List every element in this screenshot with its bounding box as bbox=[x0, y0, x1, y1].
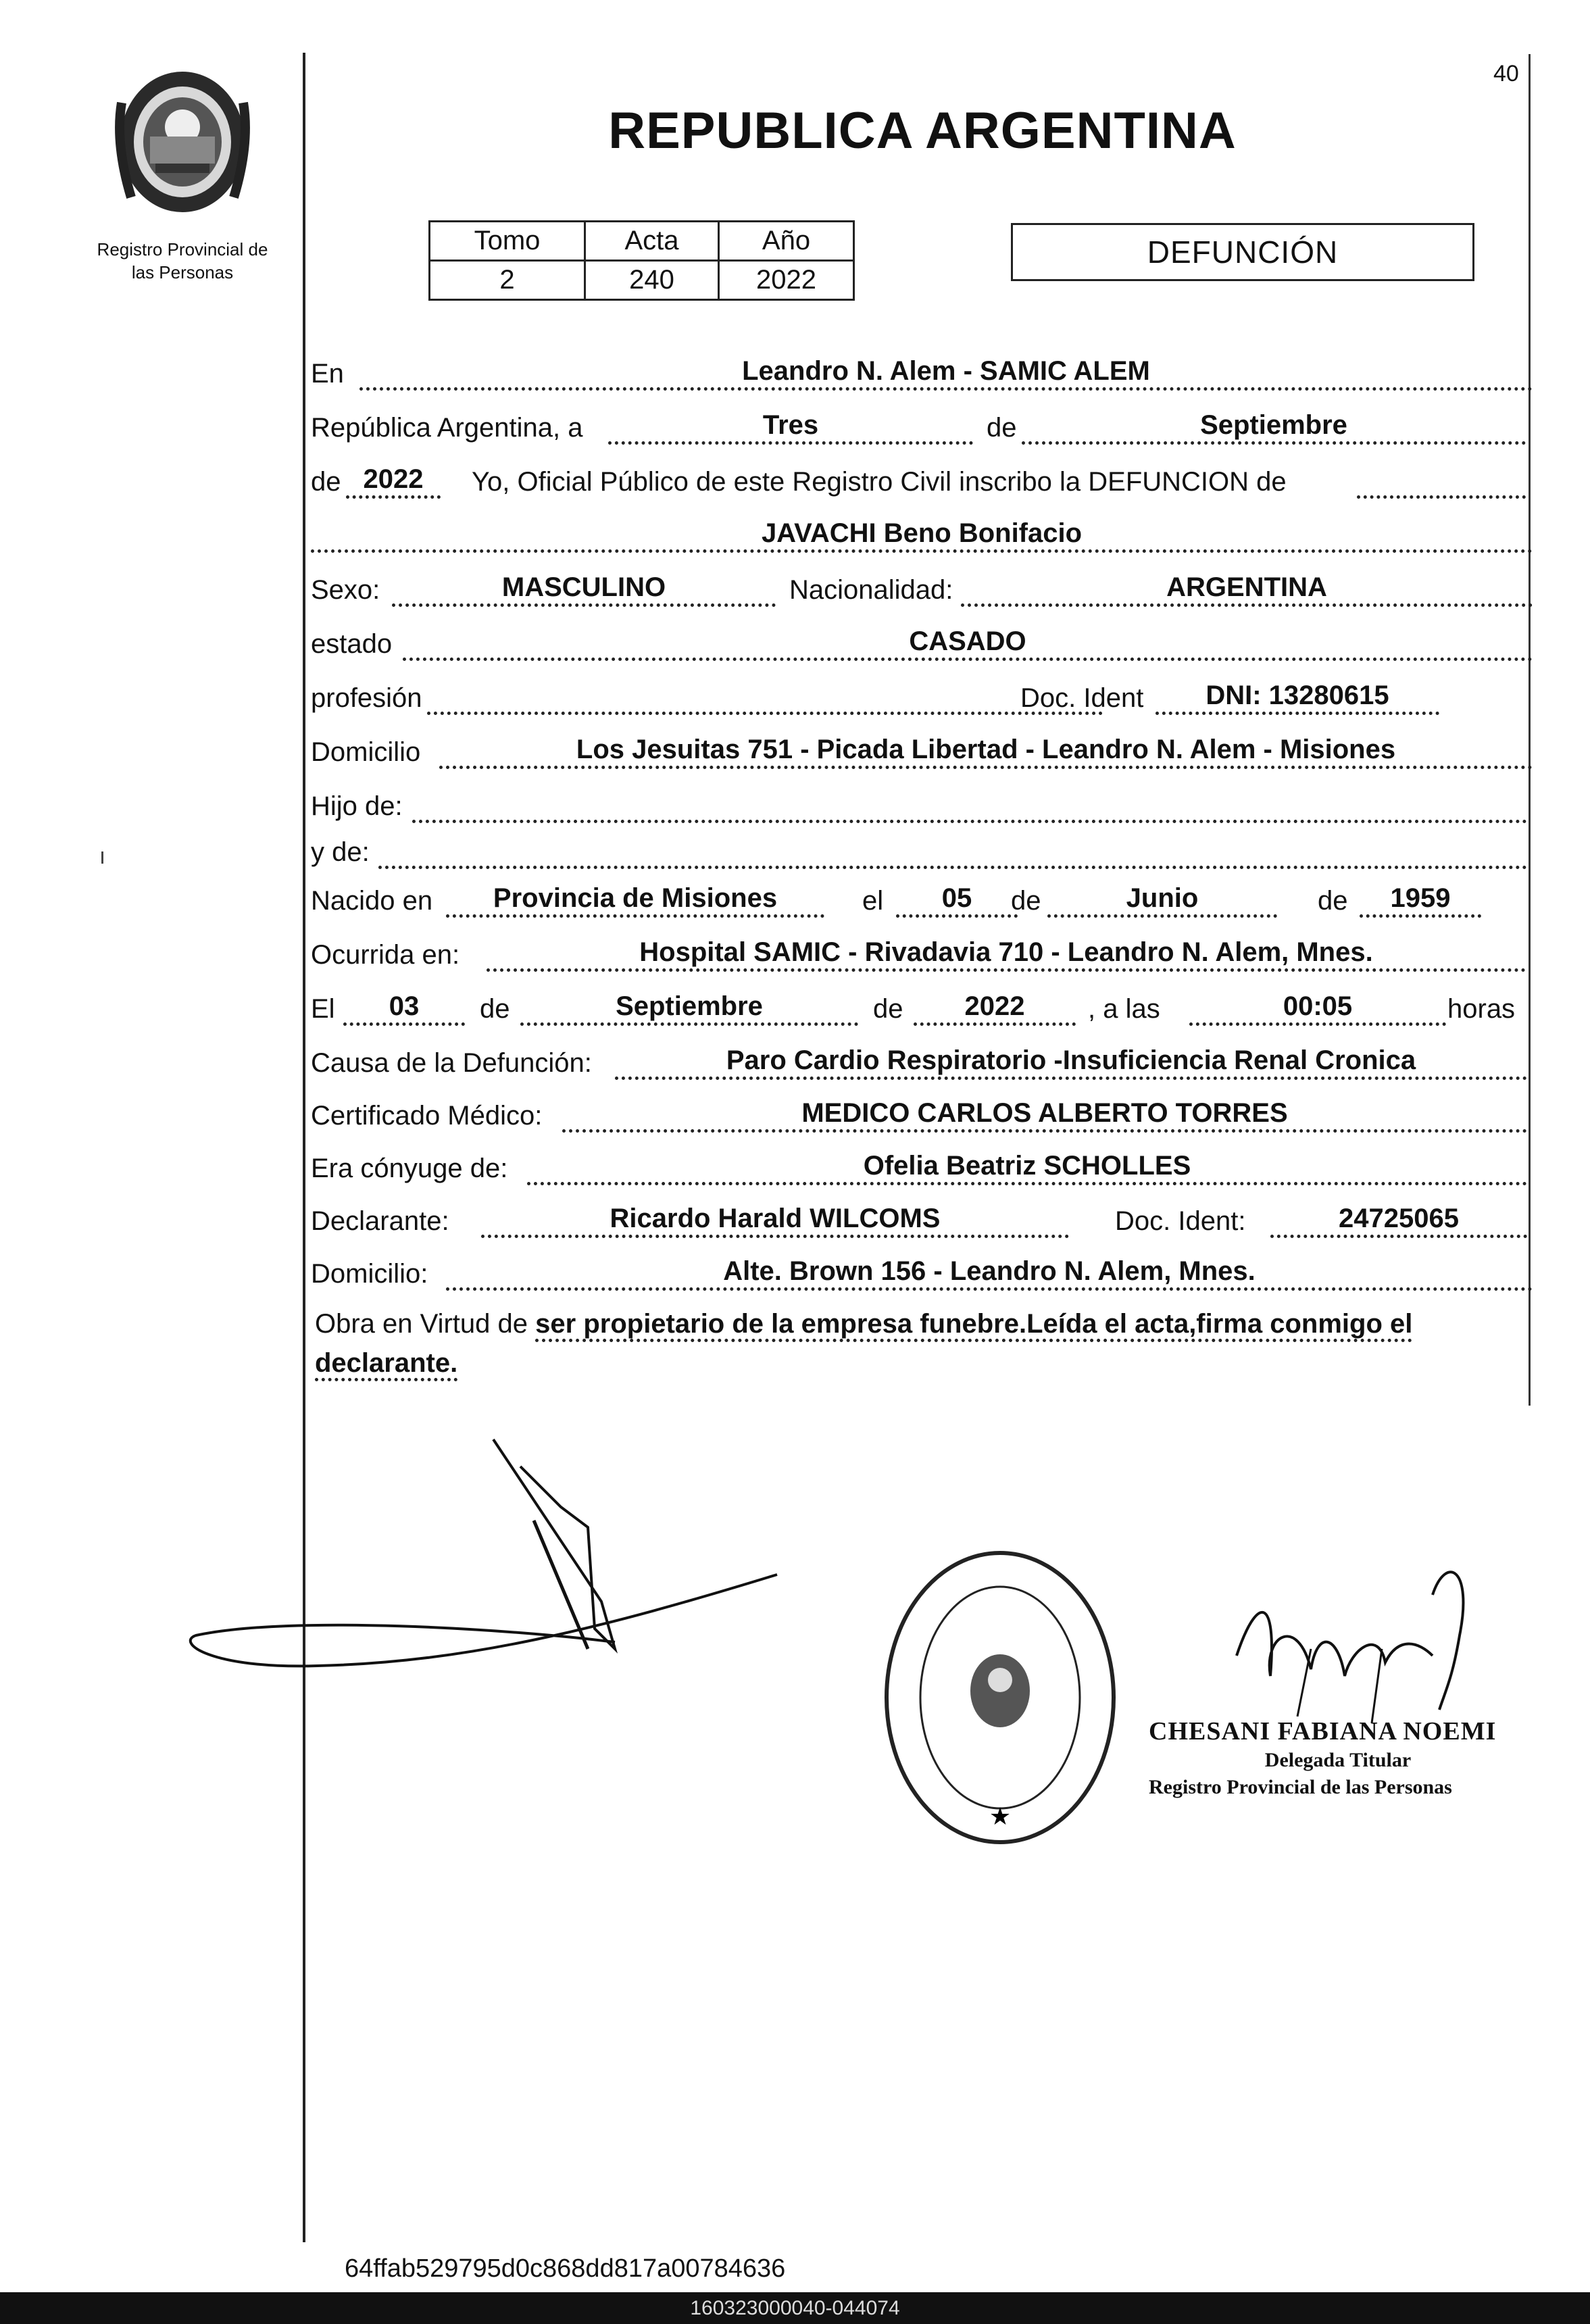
place-value: Leandro N. Alem - SAMIC ALEM bbox=[742, 356, 1150, 386]
inscription-row: de 2022 Yo, Oficial Público de este Registro Civil inscribo la DEFUNCION de bbox=[311, 460, 1533, 503]
acta-header: Acta bbox=[585, 222, 719, 261]
death-day: 03 bbox=[389, 991, 420, 1021]
occurred-row: Ocurrida en: Hospital SAMIC - Rivadavia 710 - Leandro N. Alem, Mnes. bbox=[311, 933, 1533, 976]
document-type-box: DEFUNCIÓN bbox=[1011, 223, 1474, 281]
address-value: Los Jesuitas 751 - Picada Libertad - Leandro N. Alem - Misiones bbox=[576, 735, 1396, 764]
date-row: República Argentina, a Tres de Septiembre bbox=[311, 405, 1533, 449]
official-name: CHESANI FABIANA NOEMI bbox=[1149, 1717, 1497, 1746]
doc-ident-value: DNI: 13280615 bbox=[1206, 681, 1389, 710]
anio-value: 2022 bbox=[719, 261, 854, 300]
official-role: Delegada Titular bbox=[1264, 1749, 1412, 1771]
declarant-signature bbox=[182, 1426, 791, 1737]
declarant-address-value: Alte. Brown 156 - Leandro N. Alem, Mnes. bbox=[723, 1256, 1256, 1286]
birth-year: 1959 bbox=[1390, 883, 1451, 913]
svg-text:★: ★ bbox=[989, 1803, 1012, 1831]
birth-month: Junio bbox=[1126, 883, 1199, 913]
son-of-row: Hijo de: bbox=[311, 784, 1533, 827]
year-value: 2022 bbox=[363, 464, 424, 494]
and-of-row: y de: bbox=[311, 830, 1533, 873]
certificate-row: Certificado Médico: MEDICO CARLOS ALBERTO TORRES bbox=[311, 1093, 1533, 1137]
death-month: Septiembre bbox=[616, 991, 763, 1021]
nationality-value: ARGENTINA bbox=[1166, 572, 1327, 602]
day-words: Tres bbox=[762, 410, 819, 440]
month-value: Septiembre bbox=[1200, 410, 1347, 440]
official-signature bbox=[1216, 1554, 1500, 1730]
registry-caption: Registro Provincial de las Personas bbox=[97, 239, 268, 282]
birth-row: Nacido en Provincia de Misiones el 05 de Junio de 1959 bbox=[311, 879, 1533, 922]
document-hash: 64ffab529795d0c868dd817a00784636 bbox=[345, 2254, 786, 2283]
footer-code: 160323000040-044074 bbox=[0, 2292, 1590, 2324]
declarant-address-row: Domicilio: Alte. Brown 156 - Leandro N. Alem, Mnes. bbox=[311, 1252, 1533, 1295]
tomo-header: Tomo bbox=[430, 222, 585, 261]
margin-mark bbox=[101, 851, 103, 864]
left-margin-line bbox=[303, 53, 305, 2242]
province-logo bbox=[108, 62, 257, 224]
civil-status-row: estado CASADO bbox=[311, 622, 1533, 665]
death-year: 2022 bbox=[964, 991, 1025, 1021]
place-row: En Leandro N. Alem - SAMIC ALEM bbox=[311, 351, 1533, 395]
occurred-place: Hospital SAMIC - Rivadavia 710 - Leandro N. Alem, Mnes. bbox=[639, 937, 1373, 967]
death-time: 00:05 bbox=[1283, 991, 1353, 1021]
birthplace-value: Provincia de Misiones bbox=[493, 883, 778, 913]
acting-text: ser propietario de la empresa funebre.Leída el acta,firma conmigo el declarante. bbox=[315, 1309, 1412, 1381]
cause-row: Causa de la Defunción: Paro Cardio Respiratorio -Insuficiencia Renal Cronica bbox=[311, 1041, 1533, 1084]
registry-table bbox=[428, 220, 855, 301]
address-row: Domicilio Los Jesuitas 751 - Picada Libertad - Leandro N. Alem - Misiones bbox=[311, 730, 1533, 773]
official-block bbox=[1149, 1716, 1527, 1799]
spouse-row: Era cónyuge de: Ofelia Beatriz SCHOLLES bbox=[311, 1146, 1533, 1189]
official-organization: Registro Provincial de las Personas bbox=[1149, 1776, 1452, 1798]
anio-header: Año bbox=[719, 222, 854, 261]
cause-value: Paro Cardio Respiratorio -Insuficiencia Renal Cronica bbox=[726, 1045, 1416, 1075]
sex-value: MASCULINO bbox=[501, 572, 666, 602]
death-date-row: El 03 de Septiembre de 2022 , a las 00:05 horas bbox=[311, 987, 1533, 1030]
certificate-value: MEDICO CARLOS ALBERTO TORRES bbox=[801, 1098, 1288, 1128]
deceased-row bbox=[311, 514, 1533, 557]
birth-day: 05 bbox=[941, 883, 972, 913]
civil-status-value: CASADO bbox=[909, 626, 1026, 656]
declarant-doc-value: 24725065 bbox=[1339, 1204, 1459, 1233]
country-title: REPUBLICA ARGENTINA bbox=[608, 102, 1237, 159]
sex-nationality-row: Sexo: MASCULINO Nacionalidad: ARGENTINA bbox=[311, 568, 1533, 611]
acting-paragraph: Obra en Virtud de ser propietario de la empresa funebre.Leída el acta,firma conmigo el declarante. bbox=[315, 1304, 1535, 1383]
registry-stamp bbox=[878, 1548, 1122, 1852]
deceased-name: JAVACHI Beno Bonifacio bbox=[761, 518, 1083, 548]
spouse-value: Ofelia Beatriz SCHOLLES bbox=[863, 1151, 1191, 1181]
declarant-row: Declarante: Ricardo Harald WILCOMS Doc. Ident: 24725065 bbox=[311, 1199, 1533, 1242]
profession-row: profesión Doc. Ident DNI: 13280615 bbox=[311, 676, 1533, 719]
declarant-value: Ricardo Harald WILCOMS bbox=[610, 1204, 941, 1233]
tomo-value: 2 bbox=[430, 261, 585, 300]
acta-value: 240 bbox=[585, 261, 719, 300]
page-number: 40 bbox=[1493, 61, 1519, 86]
